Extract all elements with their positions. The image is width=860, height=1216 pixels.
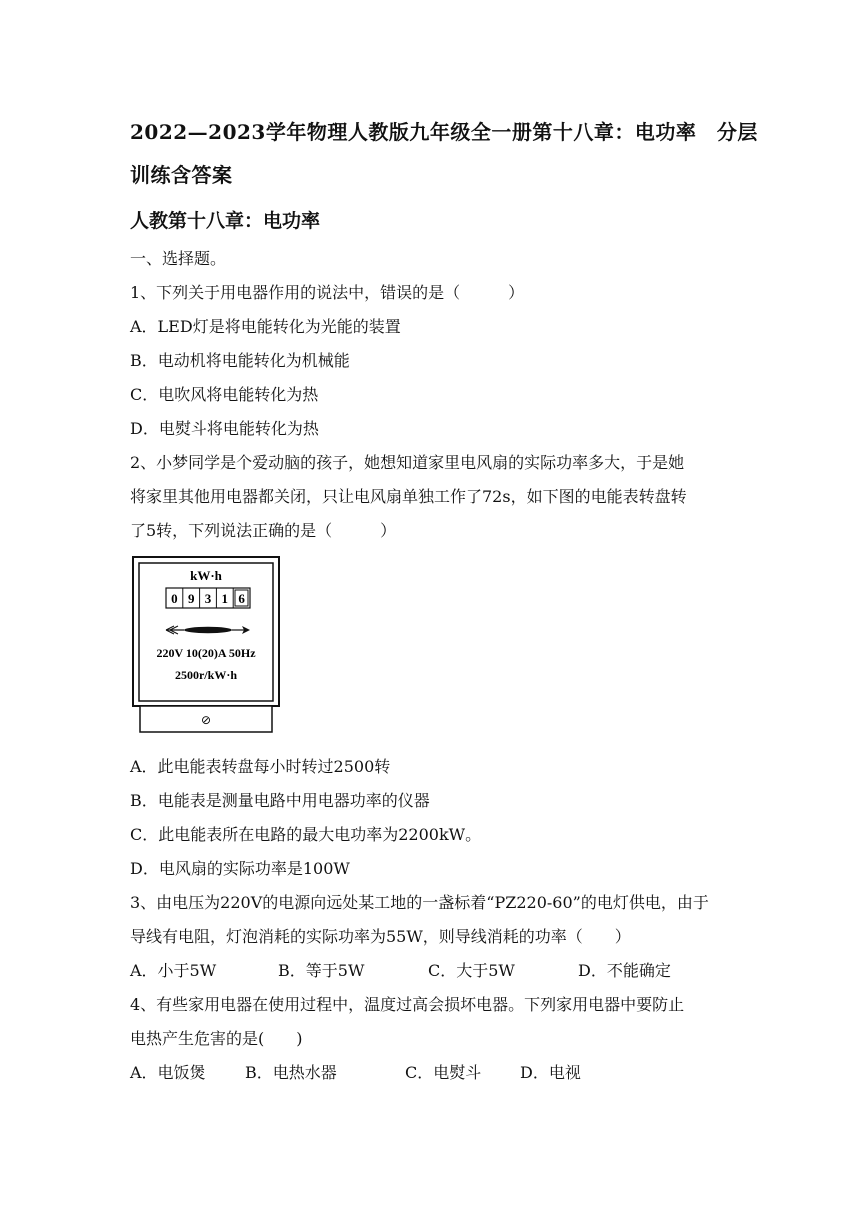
q2-option-c: C．此电能表所在电路的最大电功率为2200kW。 xyxy=(130,825,482,844)
q1-option-b: B．电动机将电能转化为机械能 xyxy=(130,351,350,370)
meter-unit-label: kW·h xyxy=(190,568,222,583)
doc-title-line-2: 训练含答案 xyxy=(130,163,233,187)
q1-option-d: D．电熨斗将电能转化为热 xyxy=(130,419,319,438)
meter-digit-2: 9 xyxy=(187,591,195,606)
q4-option-d: D．电视 xyxy=(520,1063,581,1082)
q3-option-d: D．不能确定 xyxy=(578,961,671,980)
meter-digit-3: 3 xyxy=(204,591,212,606)
section-heading: 人教第十八章：电功率 xyxy=(130,210,321,232)
q2-option-a: A．此电能表转盘每小时转过2500转 xyxy=(130,757,391,776)
meter-digit-5: 6 xyxy=(238,591,245,606)
meter-constant-label: 2500r/kW·h xyxy=(174,668,238,682)
q2-stem-line-3: 了5转，下列说法正确的是（ ） xyxy=(130,521,397,540)
q2-stem-line-2: 将家里其他用电器都关闭，只让电风扇单独工作了72s，如下图的电能表转盘转 xyxy=(130,487,687,506)
q3-option-c: C．大于5W xyxy=(428,961,515,980)
q3-stem-line-2: 导线有电阻，灯泡消耗的实际功率为55W，则导线消耗的功率（ ） xyxy=(130,927,631,946)
q1-option-a: A．LED灯是将电能转化为光能的装置 xyxy=(130,317,401,336)
q1-option-c: C．电吹风将电能转化为热 xyxy=(130,385,319,404)
q4-option-b: B．电热水器 xyxy=(245,1063,337,1082)
electric-meter-figure xyxy=(132,556,282,736)
part-heading: 一、选择题。 xyxy=(130,249,227,268)
q2-option-b: B．电能表是测量电路中用电器功率的仪器 xyxy=(130,791,430,810)
q4-stem-line-2: 电热产生危害的是( ) xyxy=(130,1029,303,1048)
meter-digit-1: 0 xyxy=(171,591,178,606)
q3-option-a: A．小于5W xyxy=(130,961,217,980)
screw-icon: ⊘ xyxy=(200,713,212,727)
q2-option-d: D．电风扇的实际功率是100W xyxy=(130,859,350,878)
q2-stem-line-1: 2、小梦同学是个爱动脑的孩子，她想知道家里电风扇的实际功率多大，于是她 xyxy=(130,453,685,472)
doc-title-line-1: 2022—2023学年物理人教版九年级全一册第十八章：电功率 分层 xyxy=(130,120,758,144)
meter-spec-label: 220V 10(20)A 50Hz xyxy=(156,646,256,660)
q4-stem-line-1: 4、有些家用电器在使用过程中，温度过高会损坏电器。下列家用电器中要防止 xyxy=(130,995,685,1014)
q4-option-a: A．电饭煲 xyxy=(130,1063,206,1082)
meter-digit-4: 1 xyxy=(221,591,229,606)
q3-option-b: B．等于5W xyxy=(278,961,365,980)
q3-stem-line-1: 3、由电压为220V的电源向远处某工地的一盏标着“PZ220-60”的电灯供电，由于 xyxy=(130,893,709,912)
q4-option-c: C．电熨斗 xyxy=(405,1063,482,1082)
q1-stem: 1、下列关于用电器作用的说法中，错误的是（ ） xyxy=(130,283,525,302)
